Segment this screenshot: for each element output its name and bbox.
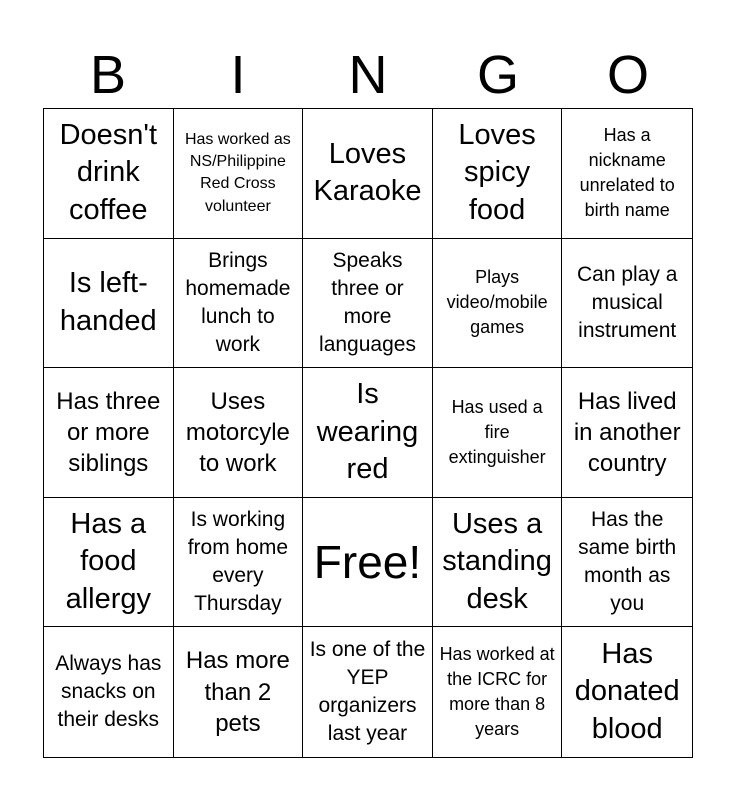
bingo-cell-r1-c2[interactable] xyxy=(174,109,304,239)
bingo-cell-r3-c3[interactable] xyxy=(303,368,433,498)
cell-text: Plays video/mobile games xyxy=(446,267,548,338)
bingo-cell-r4-c2[interactable] xyxy=(174,498,304,628)
cell-text: Has worked at the ICRC for more than 8 years xyxy=(439,643,555,740)
cell-text: Loves Karaoke xyxy=(313,137,422,208)
cell-text: Has more than 2 pets xyxy=(185,647,290,737)
bingo-cell-r4-c5[interactable] xyxy=(562,498,692,628)
cell-text: Doesn't drink coffee xyxy=(59,118,157,227)
bingo-cell-r1-c1[interactable] xyxy=(44,109,174,239)
cell-text: Brings homemade lunch to work xyxy=(185,249,291,356)
bingo-cell-r4-c3-free[interactable] xyxy=(303,498,433,628)
cell-text: Is wearing red xyxy=(316,377,419,486)
bingo-cell-r4-c4[interactable] xyxy=(433,498,563,628)
cell-text: Has a nickname unrelated to birth name xyxy=(579,124,675,221)
header-letter-g: G xyxy=(476,45,519,105)
cell-text: Uses motorcyle to work xyxy=(185,387,290,478)
bingo-cell-r1-c3[interactable] xyxy=(303,109,433,239)
bingo-cell-r4-c1[interactable] xyxy=(44,498,174,628)
header-letter-n: N xyxy=(348,45,388,105)
bingo-cell-r2-c1[interactable] xyxy=(44,239,174,369)
cell-text: Has worked as NS/Philippine Red Cross volunteer xyxy=(184,130,291,215)
bingo-cell-r3-c4[interactable] xyxy=(433,368,563,498)
header-letter-i: I xyxy=(230,45,246,105)
cell-text: Has donated blood xyxy=(574,637,680,746)
cell-text: Is left-handed xyxy=(59,267,157,337)
bingo-cell-r2-c3[interactable] xyxy=(303,239,433,369)
bingo-cell-r3-c5[interactable] xyxy=(562,368,692,498)
cell-text: Speaks three or more languages xyxy=(319,249,416,356)
bingo-card-grid xyxy=(43,108,693,758)
cell-text: Is working from home every Thursday xyxy=(187,508,289,616)
bingo-cell-r2-c2[interactable] xyxy=(174,239,304,369)
header-letter-b: B xyxy=(89,45,127,105)
free-space-text: Free! xyxy=(313,535,422,588)
cell-text: Has a food allergy xyxy=(65,507,152,615)
bingo-cell-r5-c1[interactable] xyxy=(44,627,174,757)
cell-text: Has lived in another country xyxy=(573,387,681,478)
cell-text: Can play a musical instrument xyxy=(576,263,678,342)
bingo-cell-r5-c3[interactable] xyxy=(303,627,433,757)
cell-text: Has the same birth month as you xyxy=(578,508,677,616)
bingo-cell-r5-c2[interactable] xyxy=(174,627,304,757)
bingo-cell-r3-c2[interactable] xyxy=(174,368,304,498)
cell-text: Is one of the YEP organizers last year xyxy=(309,638,426,746)
cell-text: Has three or more siblings xyxy=(56,387,161,478)
bingo-cell-r5-c4[interactable] xyxy=(433,627,563,757)
bingo-cell-r1-c4[interactable] xyxy=(433,109,563,239)
bingo-cell-r2-c5[interactable] xyxy=(562,239,692,369)
cell-text: Has used a fire extinguisher xyxy=(448,396,546,468)
bingo-cell-r3-c1[interactable] xyxy=(44,368,174,498)
cell-text: Always has snacks on their desks xyxy=(55,652,162,732)
bingo-header xyxy=(43,42,693,108)
cell-text: Loves spicy food xyxy=(458,118,536,227)
bingo-cell-r1-c5[interactable] xyxy=(562,109,692,239)
bingo-cell-r5-c5[interactable] xyxy=(562,627,692,757)
cell-text: Uses a standing desk xyxy=(442,507,552,615)
bingo-cell-r2-c4[interactable] xyxy=(433,239,563,369)
header-letter-o: O xyxy=(606,45,649,105)
